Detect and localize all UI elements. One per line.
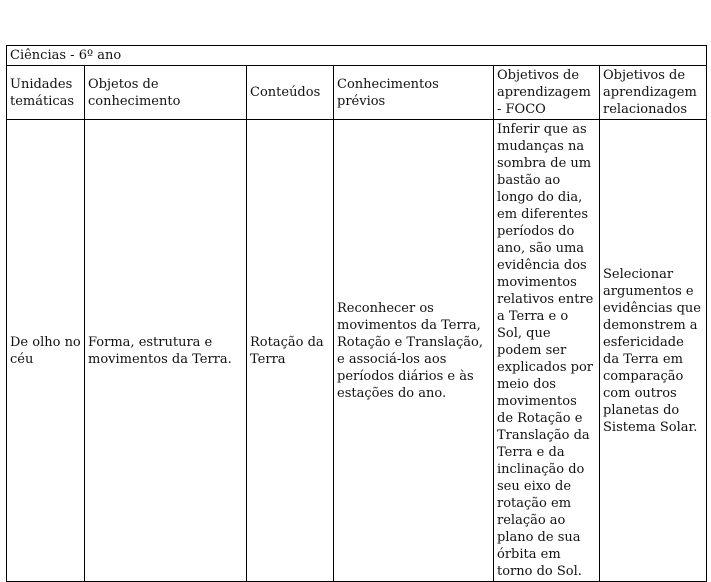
cell-conteudos: Rotação da Terra [247,120,334,582]
header-previos: Conhecimentos prévios [334,66,494,120]
header-relacionados: Objetivos de aprendizagem relacionados [600,66,707,120]
cell-unidade: De olho no céu [7,120,85,582]
table-title: Ciências - 6º ano [7,46,707,66]
table-row [7,120,707,582]
cell-previos: Reconhecer os movimentos da Terra, Rotação e Translação, e associá-los aos períodos diários e às estações do ano. [334,120,494,582]
cell-objetos: Forma, estrutura e movimentos da Terra. [85,120,247,582]
header-unidades: Unidades temáticas [7,66,85,120]
header-objetos: Objetos de conhecimento [85,66,247,120]
title-row [7,46,707,66]
header-conteudos: Conteúdos [247,66,334,120]
curriculum-table [6,45,707,582]
cell-foco: Inferir que as mudanças na sombra de um bastão ao longo do dia, em diferentes períodos do ano, são uma evidência dos movimentos relativos entre a Terra e o Sol, que podem ser explicados por meio dos movimentos de Rotação e Translação da Terra e da inclinação do seu eixo de rotação em relação ao plano de sua órbita em torno do Sol. [494,120,600,582]
header-foco: Objetivos de aprendizagem - FOCO [494,66,600,120]
header-row [7,66,707,120]
cell-relacionados: Selecionar argumentos e evidências que demonstrem a esfericidade da Terra em comparação com outros planetas do Sistema Solar. [600,120,707,582]
